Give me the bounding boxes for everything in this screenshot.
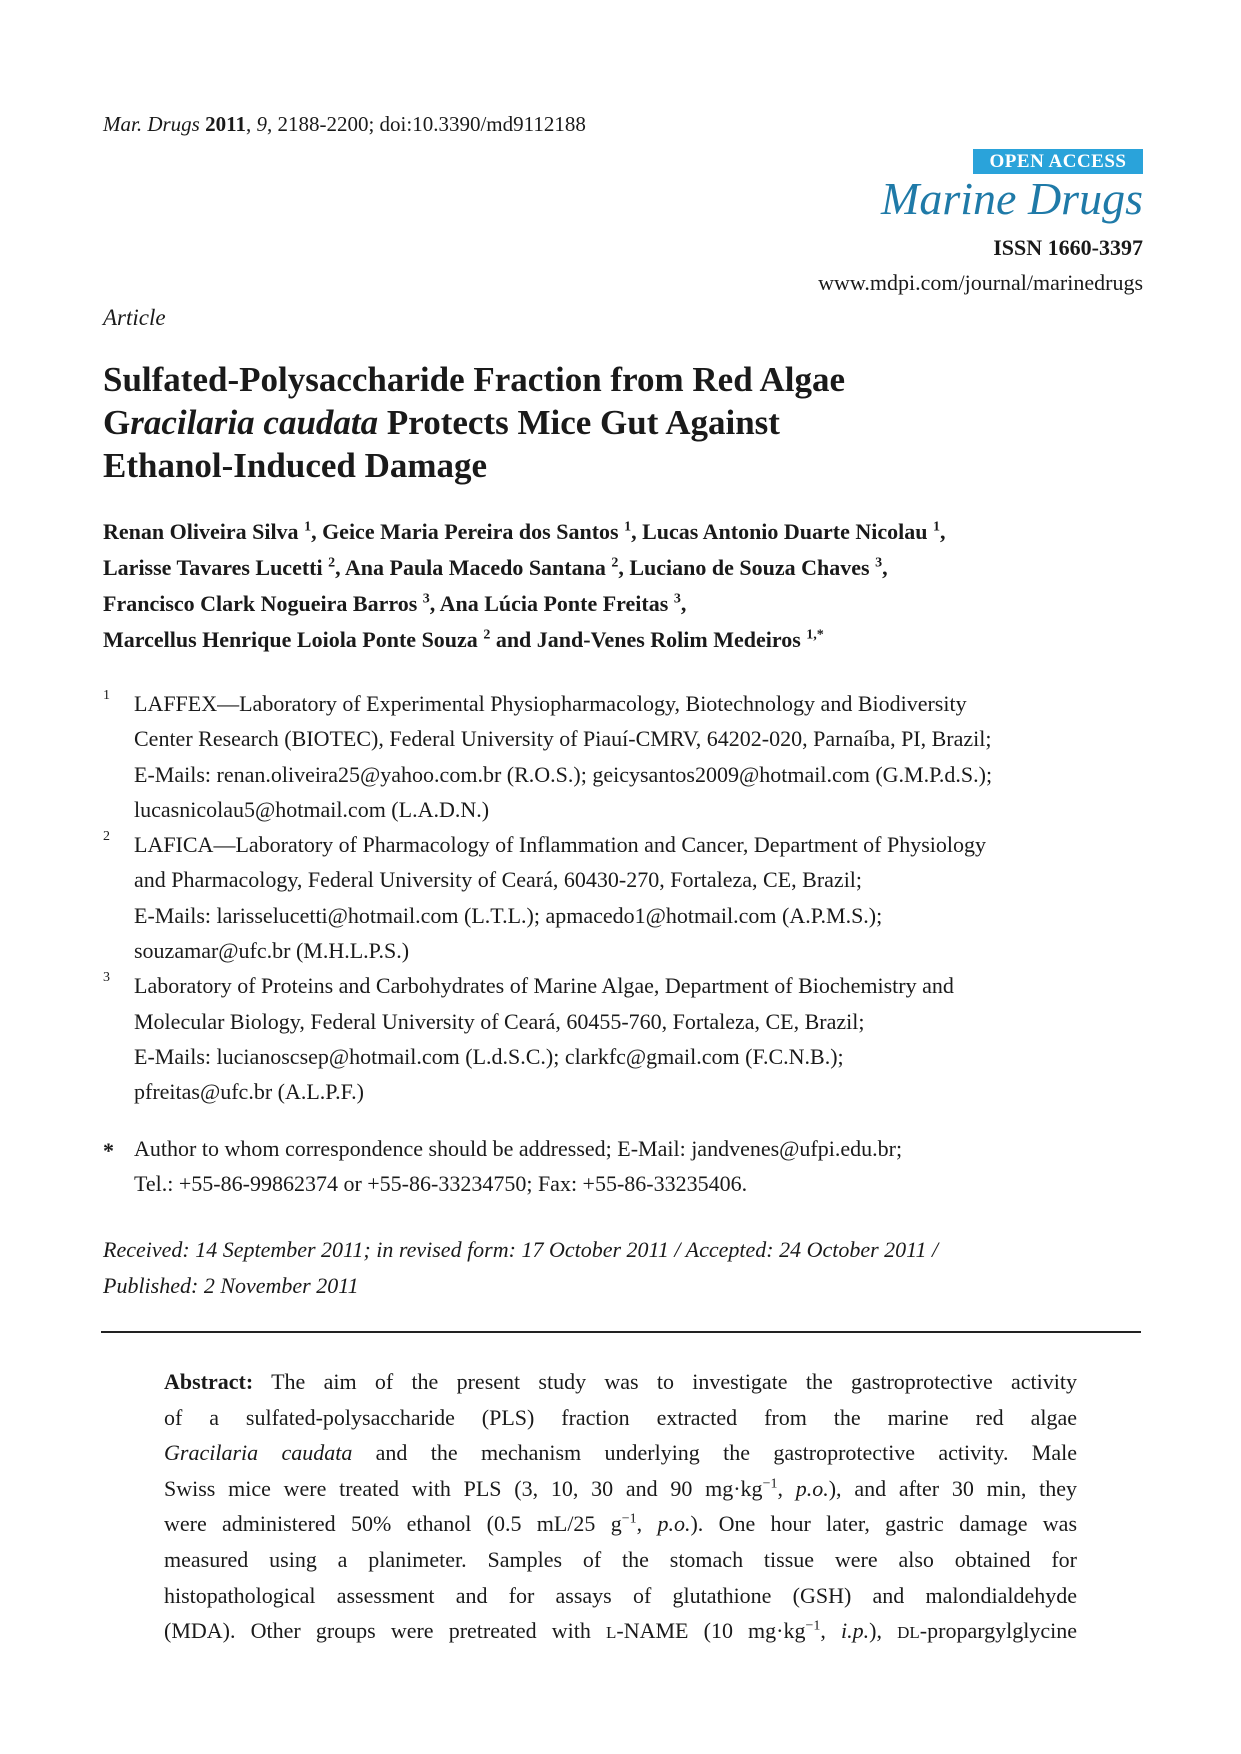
issn: ISSN 1660-3397 xyxy=(993,235,1143,260)
paper-title xyxy=(103,358,1103,487)
author-line-4: Marcellus Henrique Loiola Ponte Souza $^2$ and Jand-Venes Rolim Medeiros $^{1,*}$ xyxy=(103,627,824,652)
open-access-badge: OPEN ACCESS xyxy=(973,149,1143,174)
author-line-3: Francisco Clark Nogueira Barros $^3$, Ana Lúcia Ponte Freitas $^3$, xyxy=(103,591,687,616)
author-line-1: Renan Oliveira Silva $^1$, Geice Maria Pereira dos Santos $^1$, Lucas Antonio Duarte Nicolau $^1$, xyxy=(103,519,946,544)
citation-doi: , 2188-2200; doi:10.3390/md9112188 xyxy=(266,112,586,136)
affiliation-number: 1 xyxy=(103,688,110,703)
citation-volume: 9 xyxy=(256,112,267,136)
affiliation-1: 1 LAFFEX—Laboratory of Experimental Physiopharmacology, Biotechnology and Biodiversity Center Research (BIOTEC), Federal University of Piauí-CMRV, 64202-020, Parnaíba, PI, Brazil; E-Mails: renan.oliveira25@yahoo.com.br (R.O.S.); geicysantos2009@hotmail.com (G.M.P.d.S.); lucasnicolau5@hotmail.com (L.A.D.N.) xyxy=(103,686,1153,827)
article-type: Article xyxy=(103,305,166,330)
correspondence-note: * Author to whom correspondence should be addressed; E-Mail: jandvenes@ufpi.edu.br; Tel.: +55-86-99862374 or +55-86-33234750; Fax: +55-86-33235406. xyxy=(103,1131,1153,1202)
author-list xyxy=(103,514,1153,658)
title-line-3: Ethanol-Induced Damage xyxy=(103,446,488,485)
affiliation-3: 3 Laboratory of Proteins and Carbohydrates of Marine Algae, Department of Biochemistry and Molecular Biology, Federal University of Ceará, 60455-760, Fortaleza, CE, Brazil; E-Mails: lucianoscsep@hotmail.com (L.d.S.C.); clarkfc@gmail.com (F.C.N.B.); pfreitas@ufc.br (A.L.P.F.) xyxy=(103,968,1153,1109)
correspondence-mark: * xyxy=(103,1137,114,1163)
title-line-1: Sulfated-Polysaccharide Fraction from Red Algae xyxy=(103,360,846,399)
abstract-label: Abstract: xyxy=(164,1369,254,1394)
journal-url[interactable]: www.mdpi.com/journal/marinedrugs xyxy=(818,270,1143,295)
citation-journal: Mar. Drugs xyxy=(103,112,200,136)
abstract: Abstract: The aim of the present study was to investigate the gastroprotective activity of a sulfated-polysaccharide (PLS) fraction extracted from the marine red algae Gracilaria caudata and the mechanism underlying the gastroprotective activity. Male Swiss mice were treated with PLS (3, 10, 30 and 90 $mg\cdot kg^{-1}$, p.o.), and after 30 min, they were administered 50% ethanol (0.5 mL/25 $g^{-1}$, p.o.). One hour later, gastric damage was measured using a planimeter. Samples of the stomach tissue were also obtained for histopathological assessment and for assays of glutathione (GSH) and malondialdehyde (MDA). Other groups were pretreated with L-NAME (10 $mg\cdot kg^{-1}$, i.p.), DL-propargylglycine xyxy=(164,1369,1078,1644)
title-line-2: Gracilaria caudata Protects Mice Gut Against xyxy=(103,403,780,442)
journal-name: Marine Drugs xyxy=(881,173,1143,224)
citation-year: 2011 xyxy=(205,112,246,136)
section-divider xyxy=(101,1331,1141,1333)
affiliation-number: 2 xyxy=(103,829,110,845)
citation-line: Mar. Drugs 2011, 9, 2188-2200; doi:10.3390/md9112188 xyxy=(103,112,586,136)
publication-dates: Received: 14 September 2011; in revised form: 17 October 2011 / Accepted: 24 October 2011 / Published: 2 November 2011 xyxy=(103,1237,939,1298)
affiliation-2: 2 LAFICA—Laboratory of Pharmacology of Inflammation and Cancer, Department of Physiology and Pharmacology, Federal University of Ceará, 60430-270, Fortaleza, CE, Brazil; E-Mails: larisselucetti@hotmail.com (L.T.L.); apmacedo1@hotmail.com (A.P.M.S.); souzamar@ufc.br (M.H.L.P.S.) xyxy=(103,827,1153,968)
affiliation-number: 3 xyxy=(103,970,110,986)
affiliations xyxy=(103,686,1153,1201)
author-line-2: Larisse Tavares Lucetti $^2$, Ana Paula Macedo Santana $^2$, Luciano de Souza Chaves $^3$, xyxy=(103,555,888,580)
